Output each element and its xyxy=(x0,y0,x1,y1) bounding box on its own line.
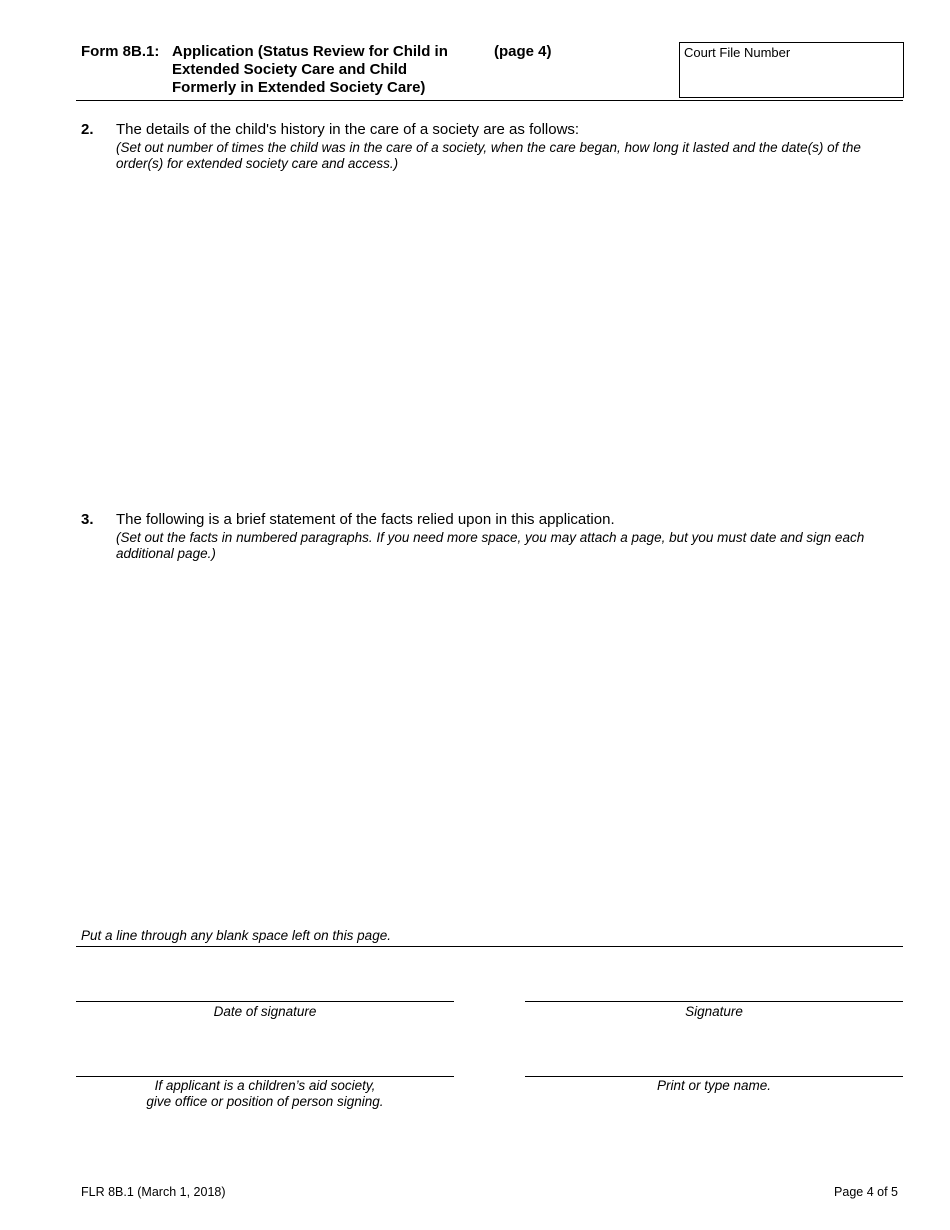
form-revision-id: FLR 8B.1 (March 1, 2018) xyxy=(81,1185,226,1199)
signature-field[interactable] xyxy=(525,956,903,1000)
date-of-signature-field[interactable] xyxy=(76,956,454,1000)
page-indicator: (page 4) xyxy=(494,43,552,60)
office-position-caption-line: If applicant is a children’s aid society, xyxy=(154,1078,376,1093)
section-2-number: 2. xyxy=(81,121,94,138)
court-file-number-label: Court File Number xyxy=(684,45,791,60)
section-2-text: The details of the child's history in the care of a society are as follows: xyxy=(116,121,580,138)
form-title-line: Extended Society Care and Child xyxy=(172,61,408,78)
date-of-signature-caption: Date of signature xyxy=(213,1004,317,1019)
form-number: Form 8B.1: xyxy=(81,43,160,60)
office-position-caption-line: give office or position of person signing. xyxy=(146,1094,384,1109)
office-position-field[interactable] xyxy=(76,1031,454,1075)
blank-space-divider xyxy=(76,946,903,947)
office-position-line xyxy=(76,1076,454,1077)
date-signature-line xyxy=(76,1001,454,1002)
section-2-answer-area[interactable] xyxy=(116,178,903,498)
section-3-text: The following is a brief statement of the facts relied upon in this application. xyxy=(116,511,615,528)
page-number: Page 4 of 5 xyxy=(834,1185,898,1199)
office-position-caption xyxy=(76,1078,454,1110)
form-title xyxy=(172,43,472,97)
signature-line xyxy=(525,1001,903,1002)
blank-space-instruction: Put a line through any blank space left on this page. xyxy=(81,928,391,943)
print-name-line xyxy=(525,1076,903,1077)
header-divider xyxy=(76,100,903,101)
print-name-caption: Print or type name. xyxy=(656,1078,772,1093)
form-title-line: Formerly in Extended Society Care) xyxy=(172,79,426,96)
court-file-number-field[interactable] xyxy=(679,42,904,98)
print-name-field[interactable] xyxy=(525,1031,903,1075)
section-3-instructions: (Set out the facts in numbered paragraphs. If you need more space, you may attach a page, but you must date and sign each additional page.) xyxy=(116,530,865,561)
section-2-instructions: (Set out number of times the child was in the care of a society, when the care began, how long it lasted and the date(s) of the order(s) for extended society care and access.) xyxy=(116,140,861,171)
section-3-answer-area[interactable] xyxy=(116,568,903,918)
section-3-number: 3. xyxy=(81,511,94,528)
form-title-line: Application (Status Review for Child in xyxy=(172,43,448,60)
signature-caption: Signature xyxy=(685,1004,743,1019)
